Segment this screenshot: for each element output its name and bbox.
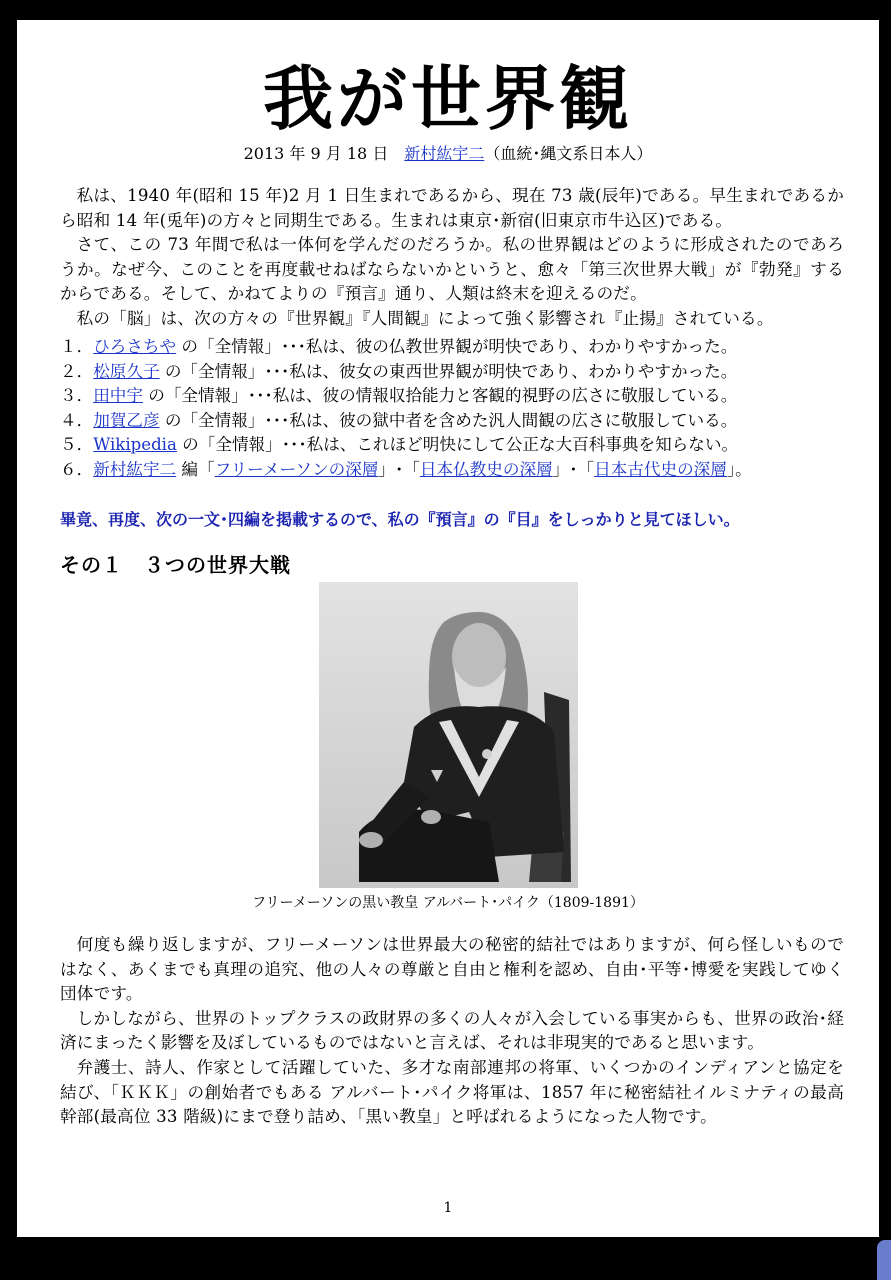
book-link-ancient-history[interactable]: 日本古代史の深層: [594, 459, 727, 479]
section-heading: その１ ３つの世界大戦: [60, 553, 291, 577]
book-link-freemason[interactable]: フリーメーソンの深層: [214, 459, 379, 479]
list-item: [60, 409, 850, 434]
body-paragraph: 弁護士、詩人、作家として活躍していた、多才な南部連邦の将軍、いくつかのインディアンと協定を結び、「ＫＫＫ」の創始者でもある アルバート･パイク将軍は、1857 年に秘密結社イルミナティの最高幹部(最高位 33 階級)にまで登り詰め、「黒い教皇」と呼ばれるようになった人物です。: [60, 1057, 844, 1127]
list-link[interactable]: 加賀乙彦: [93, 410, 160, 430]
list-text: 」･「: [378, 459, 420, 479]
list-link[interactable]: 松原久子: [93, 361, 160, 381]
list-item: [60, 433, 850, 458]
intro-paragraph: さて、この 73 年間で私は一体何を学んだのだろうか。私の世界観はどのように形成されたのであろうか。なぜ今、このことを再度載せねばならないかというと、愈々「第三次世界大戦」が『勃発』するからである。そして、かねてよりの『預言』通り、人類は終末を迎えるのだ。: [60, 235, 844, 304]
photo-caption: フリーメーソンの黒い教皇 アルバート･パイク（1809-1891）: [252, 895, 644, 911]
list-text: の「全情報」･･･私は、彼女の東西世界観が明快であり、わかりやすかった。: [159, 361, 738, 381]
list-item: [60, 360, 850, 385]
list-text: の「全情報」･･･私は、彼の獄中者を含めた汎人間観の広さに敬服している。: [159, 410, 738, 430]
page-title: 我が世界観: [263, 57, 633, 140]
list-number: ２．: [60, 361, 94, 381]
intro-section: [60, 184, 844, 332]
list-text: 編「: [176, 459, 215, 479]
list-number: ６．: [60, 459, 94, 479]
list-number: ５．: [60, 435, 94, 455]
list-number: ４．: [60, 410, 94, 430]
book-link-buddhism[interactable]: 日本仏教史の深層: [419, 459, 553, 479]
list-link[interactable]: Wikipedia: [93, 435, 177, 455]
list-text: 」･「: [552, 459, 595, 479]
document-page: [17, 20, 879, 1237]
viewer-background: [0, 1237, 891, 1280]
list-item: [60, 458, 850, 483]
portrait-photo: [319, 582, 578, 888]
intro-paragraph: 私の「脳」は、次の方々の『世界観』『人間観』によって強く影響され『止揚』されている。: [76, 308, 774, 328]
portrait-illustration: [319, 582, 578, 888]
list-link[interactable]: 田中宇: [93, 386, 143, 406]
body-section: [60, 933, 844, 1130]
highlight-note: 畢竟、再度、次の一文･四編を掲載するので、私の『預言』の『目』をしっかりと見てほしい。: [60, 510, 740, 529]
body-paragraph: 何度も繰り返しますが、フリーメーソンは世界最大の秘密的結社ではありますが、何ら怪しいものではなく、あくまでも真理の追究、他の人々の尊厳と自由と権利を認め、自由･平等･博愛を実践してゆく団体です。: [60, 935, 844, 1004]
author-note: （血統･縄文系日本人）: [484, 144, 653, 163]
author-link[interactable]: 新村紘宇二: [404, 144, 485, 163]
list-link[interactable]: 新村紘宇二: [93, 459, 177, 479]
influence-list: [60, 335, 850, 483]
list-number: １．: [60, 337, 94, 356]
list-text: の「全情報」･･･私は、彼の仏教世界観が明快であり、わかりやすかった。: [176, 337, 738, 356]
date: 2013 年 9 月 18 日: [243, 144, 389, 163]
intro-paragraph: 私は、1940 年(昭和 15 年)2 月 1 日生まれであるから、現在 73 歳(辰年)である。早生まれであるから昭和 14 年(兎年)の方々と同期生である。生まれは東京･新宿(旧東京市牛込区)である。: [60, 186, 844, 230]
list-link[interactable]: ひろさちや: [93, 337, 177, 356]
list-text: 」。: [726, 459, 752, 479]
list-item: [60, 335, 850, 360]
list-text: の「全情報」･･･私は、これほど明快にして公正な大百科事典を知らない。: [176, 435, 739, 455]
page-number: 1: [443, 1200, 453, 1216]
list-number: ３．: [60, 386, 94, 406]
list-text: の「全情報」･･･私は、彼の情報収拾能力と客観的視野の広さに敬服している。: [142, 386, 738, 406]
list-item: [60, 384, 850, 409]
scroll-indicator: [877, 1240, 891, 1280]
body-paragraph: しかしながら、世界のトップクラスの政財界の多くの人々が入会している事実からも、世界の政治･経済にまったく影響を及ぼしているものではないと言えば、それは非現実的であると思います。: [60, 1008, 844, 1053]
byline: [17, 143, 879, 165]
